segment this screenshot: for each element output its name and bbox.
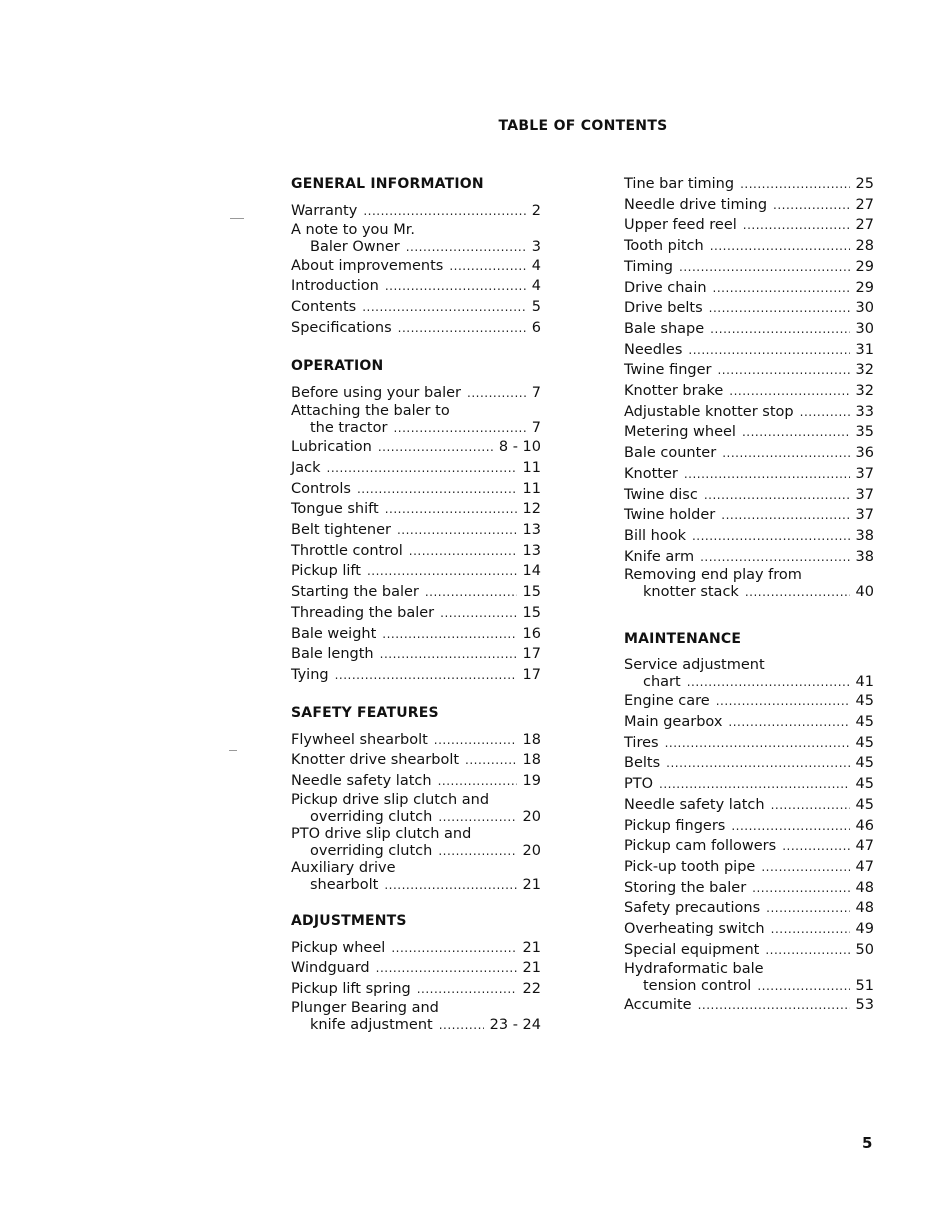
dot-leader [771, 795, 850, 816]
dot-leader [782, 836, 849, 857]
toc-entry-page: 21 [522, 960, 541, 977]
toc-entry [291, 276, 541, 297]
toc-entry-page: 46 [855, 817, 874, 834]
toc-entry-title: Knife arm [624, 548, 695, 565]
toc-entry-page: 38 [855, 548, 874, 565]
dot-leader [721, 505, 849, 526]
toc-entry-page: 15 [522, 584, 541, 601]
toc-entry-title: Bale shape [624, 320, 705, 337]
toc-entry [291, 730, 541, 751]
dot-leader [327, 458, 517, 479]
toc-entry-title: PTO drive slip clutch and [291, 825, 472, 842]
dot-leader [363, 201, 525, 222]
toc-entry [624, 195, 874, 216]
toc-entry-title: Tooth pitch [624, 238, 704, 255]
toc-entry-title: Pickup cam followers [624, 838, 777, 855]
toc-entry [624, 443, 874, 464]
toc-entry [624, 422, 874, 443]
toc-entry [624, 526, 874, 547]
toc-entry [624, 753, 874, 774]
toc-entry-title: Pickup drive slip clutch and [291, 791, 490, 808]
toc-entry [624, 857, 874, 878]
toc-entry-title: Auxiliary drive [291, 859, 396, 876]
toc-entry-page: 37 [855, 486, 874, 503]
dot-leader [698, 995, 850, 1016]
toc-entry-page: 51 [855, 977, 874, 994]
toc-entry-title: A note to you Mr. [291, 221, 415, 238]
toc-entry-page: 29 [855, 279, 874, 296]
toc-entry-page: 38 [855, 527, 874, 544]
toc-entry-page: 23 - 24 [489, 1016, 541, 1033]
toc-entry [624, 298, 874, 319]
dot-leader [384, 877, 516, 894]
left-toc-column [291, 174, 541, 1034]
dot-leader [740, 174, 849, 195]
toc-entry-page: 33 [855, 403, 874, 420]
toc-entry-title: Bale length [291, 646, 374, 663]
toc-entry-page: 20 [522, 808, 541, 825]
dot-leader [382, 624, 516, 645]
right-toc-column [624, 174, 874, 1015]
toc-entry-title: Bill hook [624, 527, 686, 544]
toc-entry-page: 3 [531, 238, 541, 255]
dot-leader [692, 526, 850, 547]
dot-leader [757, 978, 849, 995]
dot-leader [439, 1017, 484, 1034]
dot-leader [752, 878, 849, 899]
toc-entry-title: Twine disc [624, 486, 698, 503]
toc-entry-title: Flywheel shearbolt [291, 731, 428, 748]
toc-entry-title: Lubrication [291, 439, 372, 456]
toc-entry-title: Removing end play from [624, 567, 802, 584]
toc-entry-title: Metering wheel [624, 424, 736, 441]
toc-entry [291, 541, 541, 562]
section-heading-general-information: GENERAL INFORMATION [291, 176, 484, 192]
scan-mark [229, 750, 237, 751]
toc-entry-title: Tying [291, 666, 329, 683]
toc-entry-page: 20 [522, 842, 541, 859]
dot-leader [800, 402, 850, 423]
toc-entry-page: 4 [531, 278, 541, 295]
toc-entry [291, 958, 541, 979]
toc-entry-title: Storing the baler [624, 879, 747, 896]
toc-entry-title: Drive chain [624, 279, 707, 296]
toc-entry-title: Controls [291, 480, 351, 497]
toc-entry [291, 222, 541, 256]
dot-leader [391, 938, 516, 959]
toc-entry [291, 256, 541, 277]
toc-entry [291, 458, 541, 479]
toc-entry-title: Special equipment [624, 941, 760, 958]
toc-entry-title: Pickup lift spring [291, 981, 411, 998]
page-number: 5 [862, 1134, 873, 1152]
toc-entry [291, 938, 541, 959]
toc-entry-page: 36 [855, 445, 874, 462]
toc-entry-title: Pickup lift [291, 563, 361, 580]
dot-leader [425, 582, 517, 603]
toc-entry-page: 47 [855, 838, 874, 855]
toc-entry-title-continued: the tractor [310, 420, 388, 437]
toc-entry-title: Timing [624, 258, 673, 275]
toc-entry-page: 15 [522, 604, 541, 621]
toc-entry-page: 45 [855, 755, 874, 772]
dot-leader [665, 733, 850, 754]
toc-entry [624, 257, 874, 278]
toc-entry [291, 201, 541, 222]
toc-entry [291, 771, 541, 792]
toc-entry-title: Twine holder [624, 507, 716, 524]
toc-entry-title: Overheating switch [624, 921, 765, 938]
toc-entry-page: 40 [855, 584, 874, 601]
toc-entry-title: PTO [624, 776, 654, 793]
toc-entry-page: 53 [855, 996, 874, 1013]
toc-entry [291, 860, 541, 894]
toc-entry [624, 215, 874, 236]
toc-entry [624, 878, 874, 899]
toc-entry-title: Starting the baler [291, 584, 419, 601]
toc-entry-title: Throttle control [291, 542, 403, 559]
page-title: TABLE OF CONTENTS [498, 118, 668, 134]
toc-entry-page: 31 [855, 341, 874, 358]
toc-entry-title: Safety precautions [624, 900, 761, 917]
toc-entry [291, 750, 541, 771]
toc-entry-title: Tongue shift [291, 501, 379, 518]
toc-entry-page: 21 [522, 939, 541, 956]
dot-leader [771, 919, 850, 940]
toc-entry-title-continued: chart [643, 674, 681, 691]
toc-entry [624, 174, 874, 195]
toc-entry-title: Tine bar timing [624, 176, 735, 192]
toc-entry-title: Plunger Bearing and [291, 999, 439, 1016]
toc-entry [291, 644, 541, 665]
toc-entry [291, 624, 541, 645]
toc-entry [291, 582, 541, 603]
toc-entry-page: 28 [855, 238, 874, 255]
dot-leader [717, 360, 849, 381]
dot-leader [434, 730, 517, 751]
toc-entry-title: Attaching the baler to [291, 403, 450, 420]
toc-entry-page: 47 [855, 858, 874, 875]
toc-entry-title: Pick-up tooth pipe [624, 858, 756, 875]
toc-entry-page: 45 [855, 796, 874, 813]
toc-entry-page: 8 - 10 [498, 439, 541, 456]
toc-entry-page: 7 [531, 384, 541, 401]
dot-leader [357, 479, 517, 500]
dot-leader [710, 236, 850, 257]
toc-entry-title: Main gearbox [624, 714, 723, 731]
toc-entry-page: 30 [855, 320, 874, 337]
dot-leader [688, 340, 849, 361]
dot-leader [385, 276, 526, 297]
toc-entry [624, 816, 874, 837]
toc-entry-title: Threading the baler [291, 604, 435, 621]
toc-entry-title: Jack [291, 459, 321, 476]
toc-entry-title: Service adjustment [624, 657, 765, 674]
toc-entry-page: 27 [855, 217, 874, 234]
toc-entry [291, 826, 541, 860]
dot-leader [700, 547, 849, 568]
toc-entry-page: 41 [855, 674, 874, 691]
toc-entry [624, 360, 874, 381]
toc-entry-page: 50 [855, 941, 874, 958]
section-heading-safety-features: SAFETY FEATURES [291, 704, 439, 721]
dot-leader [362, 297, 526, 318]
toc-entry-page: 48 [855, 879, 874, 896]
toc-entry-title-continued: shearbolt [310, 876, 379, 893]
toc-entry [624, 733, 874, 754]
toc-entry-page: 45 [855, 693, 874, 710]
dot-leader [716, 691, 850, 712]
toc-entry [624, 485, 874, 506]
toc-entry-page: 22 [522, 981, 541, 998]
toc-entry-title: Upper feed reel [624, 217, 737, 234]
dot-leader [376, 958, 517, 979]
toc-entry-page: 19 [522, 773, 541, 790]
toc-entry-title: Bale weight [291, 625, 377, 642]
toc-entry-title: Adjustable knotter stop [624, 403, 794, 420]
toc-entry [291, 479, 541, 500]
toc-entry-page: 13 [522, 522, 541, 539]
dot-leader [765, 940, 849, 961]
toc-entry-title: Introduction [291, 278, 379, 295]
toc-entry-page: 11 [522, 459, 541, 476]
section-heading-operation: OPERATION [291, 357, 384, 374]
toc-entry [624, 319, 874, 340]
toc-entry-page: 25 [855, 176, 874, 192]
toc-entry-page: 17 [522, 646, 541, 663]
section-heading-adjustments: ADJUSTMENTS [291, 912, 407, 929]
dot-leader [409, 541, 517, 562]
toc-entry-title: Tires [624, 734, 659, 751]
toc-entry-title: Accumite [624, 996, 692, 1013]
toc-entry-title: Contents [291, 299, 357, 316]
dot-leader [417, 979, 517, 1000]
toc-entry [291, 603, 541, 624]
dot-leader [467, 383, 526, 404]
toc-entry-page: 29 [855, 258, 874, 275]
toc-entry-title: Bale counter [624, 445, 717, 462]
toc-entry-page: 32 [855, 362, 874, 379]
toc-entry [624, 402, 874, 423]
dot-leader [440, 603, 516, 624]
dot-leader [709, 298, 850, 319]
toc-entry [624, 919, 874, 940]
toc-entry-title: Before using your baler [291, 384, 462, 401]
dot-leader [465, 750, 517, 771]
dot-leader [438, 843, 516, 860]
toc-entry [624, 567, 874, 601]
toc-entry-title: Twine finger [624, 362, 712, 379]
dot-leader [722, 443, 849, 464]
dot-leader [710, 319, 849, 340]
scan-mark [230, 218, 244, 219]
toc-entry-page: 4 [531, 257, 541, 274]
toc-entry-title: Belts [624, 755, 661, 772]
dot-leader [659, 774, 850, 795]
toc-entry-title: Pickup wheel [291, 939, 386, 956]
dot-leader [335, 665, 517, 686]
toc-entry-title: About improvements [291, 257, 444, 274]
toc-entry-page: 18 [522, 731, 541, 748]
dot-leader [397, 520, 517, 541]
toc-entry-title-continued: tension control [643, 977, 752, 994]
toc-entry [624, 381, 874, 402]
toc-entry [624, 836, 874, 857]
dot-leader [704, 485, 850, 506]
toc-entry [291, 383, 541, 404]
dot-leader [438, 771, 517, 792]
toc-entry [624, 795, 874, 816]
toc-entry [624, 940, 874, 961]
toc-entry-title: Pickup fingers [624, 817, 726, 834]
dot-leader [743, 215, 850, 236]
toc-entry-page: 2 [531, 203, 541, 219]
toc-entry-title-continued: knife adjustment [310, 1016, 433, 1033]
toc-entry-title-continued: Baler Owner [310, 238, 400, 255]
dot-leader [687, 674, 850, 691]
toc-entry-title: Needle safety latch [624, 796, 765, 813]
toc-entry [291, 979, 541, 1000]
dot-leader [449, 256, 525, 277]
toc-entry-page: 7 [531, 420, 541, 437]
toc-entry-page: 45 [855, 714, 874, 731]
toc-entry [624, 961, 874, 995]
toc-entry-page: 11 [522, 480, 541, 497]
toc-entry-title-continued: knotter stack [643, 584, 739, 601]
toc-entry [291, 1000, 541, 1034]
dot-leader [684, 464, 850, 485]
toc-entry-title: Needle safety latch [291, 773, 432, 790]
toc-entry-title: Belt tightener [291, 522, 391, 539]
toc-entry-page: 49 [855, 921, 874, 938]
toc-entry [624, 547, 874, 568]
toc-entry [624, 278, 874, 299]
dot-leader [766, 898, 849, 919]
dot-leader [398, 318, 526, 339]
dot-leader [731, 816, 849, 837]
toc-entry [291, 318, 541, 339]
toc-entry-page: 17 [522, 666, 541, 683]
toc-entry [624, 464, 874, 485]
dot-leader [728, 712, 849, 733]
toc-entry [624, 898, 874, 919]
toc-entry-page: 16 [522, 625, 541, 642]
toc-entry-page: 37 [855, 507, 874, 524]
toc-entry-title: Knotter [624, 465, 678, 482]
toc-entry [291, 792, 541, 826]
dot-leader [761, 857, 849, 878]
dot-leader [745, 584, 850, 601]
toc-entry-page: 45 [855, 734, 874, 751]
toc-entry-title: Knotter drive shearbolt [291, 752, 460, 769]
toc-entry [291, 665, 541, 686]
toc-entry-title: Warranty [291, 203, 358, 219]
toc-entry-page: 27 [855, 196, 874, 213]
toc-entry-title: Specifications [291, 319, 392, 336]
toc-entry-page: 13 [522, 542, 541, 559]
toc-entry [291, 520, 541, 541]
toc-entry-page: 12 [522, 501, 541, 518]
toc-entry-page: 48 [855, 900, 874, 917]
dot-leader [393, 420, 525, 437]
toc-entry-title: Drive belts [624, 300, 703, 317]
toc-entry [624, 505, 874, 526]
dot-leader [713, 278, 850, 299]
toc-entry-title-continued: overriding clutch [310, 842, 433, 859]
toc-entry-page: 18 [522, 752, 541, 769]
toc-entry-title: Needle drive timing [624, 196, 768, 213]
toc-entry [624, 657, 874, 691]
toc-entry [624, 340, 874, 361]
toc-entry [291, 437, 541, 458]
toc-entry-page: 5 [531, 299, 541, 316]
dot-leader [742, 422, 850, 443]
section-heading-maintenance: MAINTENANCE [624, 631, 742, 648]
toc-entry-page: 30 [855, 300, 874, 317]
toc-entry [291, 403, 541, 437]
dot-leader [406, 239, 526, 256]
toc-entry [624, 995, 874, 1016]
dot-leader [666, 753, 849, 774]
toc-entry [291, 297, 541, 318]
toc-entry-page: 35 [855, 424, 874, 441]
dot-leader [773, 195, 850, 216]
toc-entry-title-continued: overriding clutch [310, 808, 433, 825]
dot-leader [380, 644, 517, 665]
toc-entry [291, 561, 541, 582]
toc-entry [291, 499, 541, 520]
dot-leader [679, 257, 850, 278]
toc-entry-title: Engine care [624, 693, 710, 710]
toc-entry-title: Knotter brake [624, 383, 724, 400]
dot-leader [367, 561, 517, 582]
toc-entry [624, 691, 874, 712]
toc-entry-page: 45 [855, 776, 874, 793]
toc-entry [624, 774, 874, 795]
toc-entry-page: 32 [855, 383, 874, 400]
dot-leader [385, 499, 517, 520]
toc-entry [624, 712, 874, 733]
toc-entry-title: Needles [624, 341, 683, 358]
toc-entry [624, 236, 874, 257]
toc-entry-title: Windguard [291, 960, 370, 977]
toc-entry-page: 14 [522, 563, 541, 580]
toc-entry-page: 21 [522, 876, 541, 893]
dot-leader [729, 381, 849, 402]
toc-entry-title: Hydraformatic bale [624, 960, 764, 977]
dot-leader [378, 437, 493, 458]
toc-entry-page: 37 [855, 465, 874, 482]
toc-entry-page: 6 [531, 319, 541, 336]
dot-leader [438, 809, 516, 826]
